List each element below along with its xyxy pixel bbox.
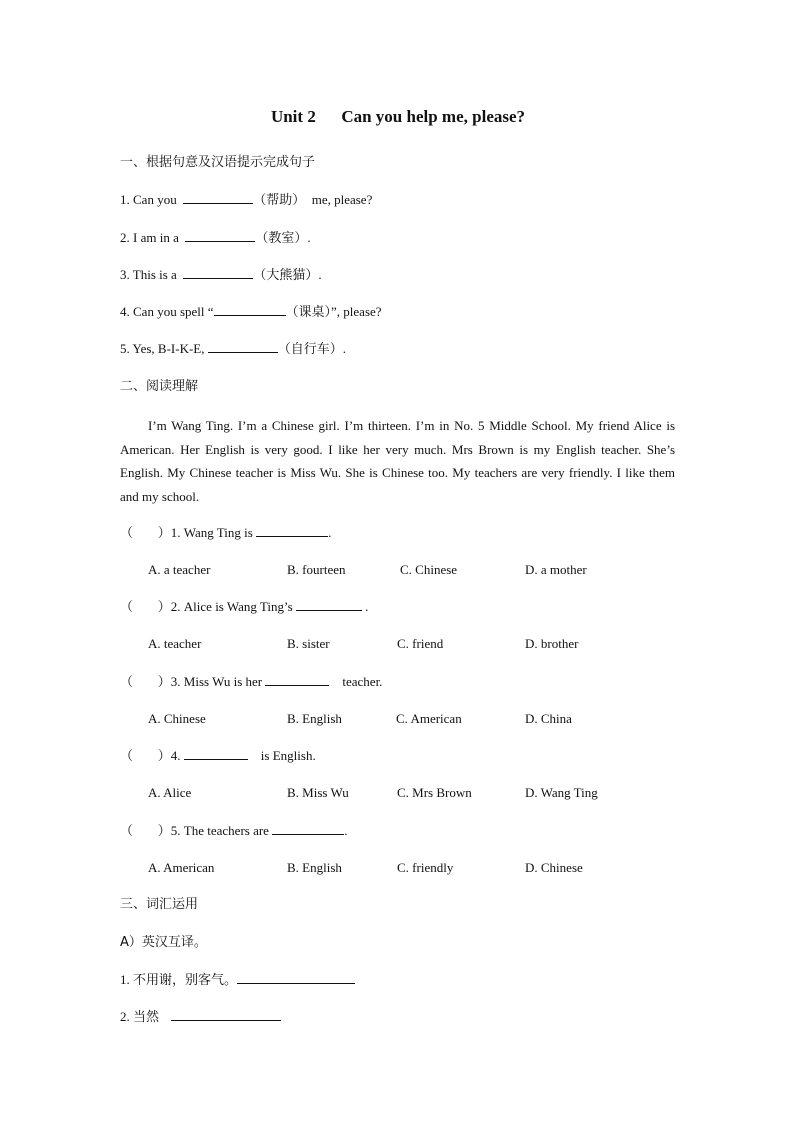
section3-heading: 三、词汇运用: [120, 897, 199, 912]
vocab-item-2: [120, 1008, 281, 1027]
answer-blank[interactable]: [208, 340, 278, 353]
options-row: [148, 784, 668, 802]
question-text: 4.: [170, 748, 184, 763]
fill-item-1: [120, 191, 372, 210]
answer-bracket[interactable]: （ ）: [120, 600, 171, 615]
answer-blank[interactable]: [296, 598, 362, 611]
fill-item-hint: （自行车）: [277, 342, 343, 357]
option-d[interactable]: D. brother: [525, 636, 579, 651]
option-b[interactable]: B. fourteen: [287, 562, 346, 577]
vocab-item-number: 1.: [120, 972, 133, 987]
option-b[interactable]: B. English: [287, 711, 342, 726]
question-5: [120, 822, 347, 841]
question-text: 1. Wang Ting is: [170, 525, 257, 540]
question-4: [120, 747, 316, 766]
answer-blank[interactable]: [171, 1008, 281, 1021]
option-c[interactable]: C. Chinese: [400, 562, 458, 577]
question-text: 2. Alice is Wang Ting’s: [170, 599, 296, 614]
options-row: [148, 561, 668, 579]
question-3: [120, 673, 382, 692]
answer-blank[interactable]: [237, 971, 355, 984]
vocab-item-1: [120, 971, 355, 990]
option-d[interactable]: D. a mother: [525, 562, 587, 577]
options-row: [148, 859, 668, 877]
fill-item-hint: （大熊猫）: [253, 268, 319, 283]
page-title: Unit 2 Can you help me, please?: [270, 107, 526, 126]
question-text: .: [344, 823, 348, 838]
question-1: [120, 524, 331, 543]
question-text: 3. Miss Wu is her: [170, 674, 266, 689]
answer-bracket[interactable]: （ ）: [120, 526, 171, 541]
section1-heading: 一、根据句意及汉语提示完成句子: [120, 155, 316, 170]
section3-subheading: A）英汉互译。: [120, 935, 207, 950]
fill-item-text: .: [318, 267, 322, 282]
fill-item-4: [120, 303, 382, 322]
vocab-item-number: 2.: [120, 1009, 133, 1024]
option-d[interactable]: D. Wang Ting: [525, 785, 598, 800]
answer-blank[interactable]: [265, 673, 329, 686]
answer-bracket[interactable]: （ ）: [120, 824, 171, 839]
answer-bracket[interactable]: （ ）: [120, 749, 171, 764]
answer-blank[interactable]: [184, 747, 248, 760]
vocab-item-text: 当然: [133, 1010, 172, 1025]
option-b[interactable]: B. sister: [287, 636, 330, 651]
option-c[interactable]: C. American: [396, 711, 462, 726]
question-text: teacher.: [329, 674, 383, 689]
fill-item-text: 4. Can you spell “: [120, 304, 214, 319]
question-2: [120, 598, 368, 617]
fill-item-text: 2. I am in a: [120, 230, 183, 245]
vocab-item-text: 不用谢，别客气。: [133, 973, 238, 988]
option-c[interactable]: C. friend: [397, 636, 444, 651]
fill-item-text: ”, please?: [331, 304, 382, 319]
fill-item-text: .: [342, 341, 347, 356]
answer-blank[interactable]: [272, 822, 344, 835]
fill-item-text: 3. This is a: [120, 267, 181, 282]
fill-item-hint: （教室）: [255, 231, 308, 246]
question-text: is English.: [247, 748, 316, 763]
fill-item-3: [120, 266, 322, 285]
option-b[interactable]: B. English: [287, 860, 342, 875]
fill-item-5: [120, 340, 346, 359]
question-text: .: [328, 525, 332, 540]
option-c[interactable]: C. friendly: [397, 860, 454, 875]
option-d[interactable]: D. Chinese: [525, 860, 583, 875]
section2-heading: 二、阅读理解: [120, 379, 199, 394]
fill-item-text: 1. Can you: [120, 192, 180, 207]
options-row: [148, 635, 668, 653]
answer-blank[interactable]: [183, 191, 253, 204]
options-row: [148, 710, 668, 728]
fill-item-hint: （课桌）: [285, 305, 332, 320]
question-text: .: [361, 599, 369, 614]
answer-blank[interactable]: [183, 266, 253, 279]
question-text: 5. The teachers are: [170, 823, 273, 838]
option-a[interactable]: A. Chinese: [148, 711, 206, 726]
option-a[interactable]: A. American: [148, 860, 215, 875]
fill-item-text: 5. Yes, B-I-K-E,: [120, 341, 208, 356]
fill-item-hint: （帮助）: [253, 193, 306, 208]
fill-item-text: me, please?: [308, 192, 373, 207]
answer-blank[interactable]: [185, 229, 255, 242]
option-d[interactable]: D. China: [525, 711, 572, 726]
answer-blank[interactable]: [256, 524, 328, 537]
answer-blank[interactable]: [214, 303, 286, 316]
answer-bracket[interactable]: （ ）: [120, 675, 171, 690]
fill-item-text: .: [307, 230, 311, 245]
option-b[interactable]: B. Miss Wu: [287, 785, 349, 800]
option-c[interactable]: C. Mrs Brown: [397, 785, 472, 800]
option-a[interactable]: A. a teacher: [148, 562, 211, 577]
option-a[interactable]: A. Alice: [148, 785, 192, 800]
reading-passage: I’m Wang Ting. I’m a Chinese girl. I’m thirteen. I’m in No. 5 Middle School. My friend Alice is American. Her English is very good. I like her very much. Mrs Brown is my English teacher. She’s English. My Chinese teacher is Miss Wu. She is Chinese too. My teachers are very friendly. I like them and my school.: [120, 418, 675, 504]
fill-item-2: [120, 229, 311, 248]
option-a[interactable]: A. teacher: [148, 636, 202, 651]
